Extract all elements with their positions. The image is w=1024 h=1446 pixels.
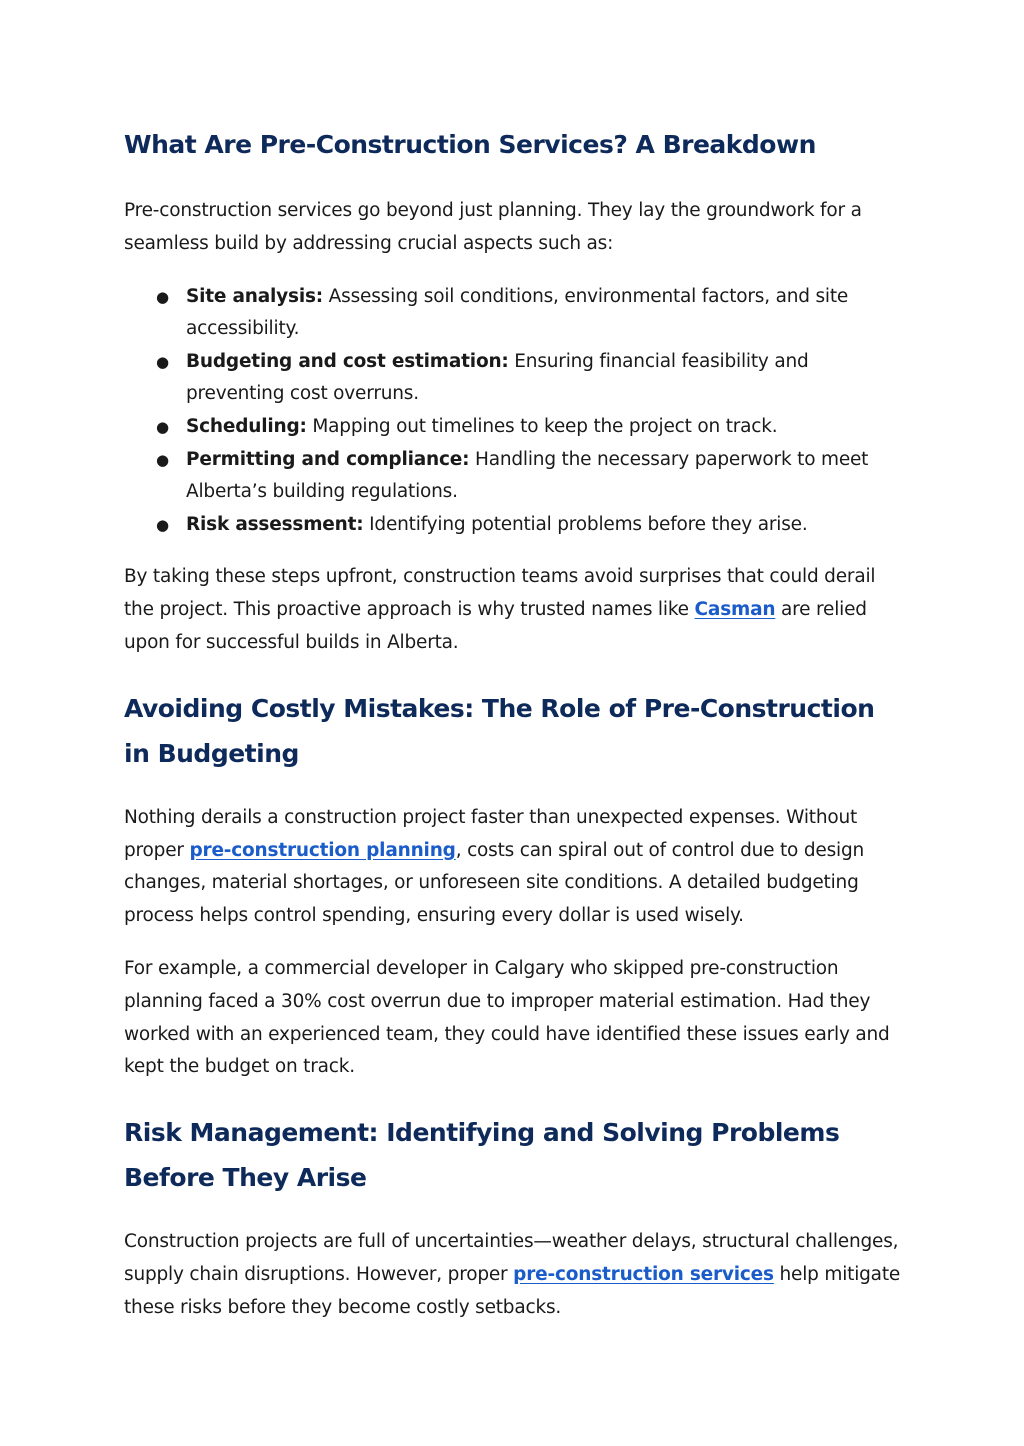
bullet-item-risk-assessment — [156, 509, 904, 542]
bullet-dot-icon: ● — [156, 287, 169, 306]
risk-text-before: Construction projects are full of uncertainties—weather delays, structural challenges, supply chain disruptions. However, proper — [124, 1231, 899, 1285]
bullet-dot-icon: ● — [156, 417, 169, 436]
section-heading-risk-management: Risk Management: Identifying and Solving Problems Before They Arise — [124, 1118, 840, 1193]
bullet-term: Risk assessment: — [186, 513, 364, 535]
bullet-text: Mapping out timelines to keep the project on track. — [306, 415, 778, 437]
risk-paragraph — [124, 1226, 904, 1324]
bullet-text: Identifying potential problems before they arise. — [363, 513, 808, 535]
closing-text-before: By taking these steps upfront, construction teams avoid surprises that could derail the project. This proactive approach is why trusted names like — [124, 566, 876, 621]
bullet-item-permitting — [156, 444, 904, 509]
bullet-dot-icon: ● — [156, 352, 169, 371]
bullet-text: Handling the necessary paperwork to meet Alberta’s building regulations. — [186, 448, 869, 503]
pre-construction-planning-link[interactable]: pre-construction planning — [189, 839, 456, 861]
bullet-term: Budgeting and cost estimation: — [186, 350, 509, 372]
section-heading-budgeting: Avoiding Costly Mistakes: The Role of Pre-Construction in Budgeting — [124, 693, 875, 768]
bullet-term: Scheduling: — [186, 415, 307, 437]
services-bullet-list — [124, 281, 904, 542]
example-paragraph: For example, a commercial developer in Calgary who skipped pre-construction planning faced a 30% cost overrun due to improper material estimation. Had they worked with an experienced team, they could have identified these issues early and kept the budget on track. — [124, 957, 890, 1078]
budgeting-paragraph — [124, 802, 904, 933]
casman-link[interactable]: Casman — [694, 599, 776, 621]
bullet-text: Ensuring financial feasibility and preventing cost overruns. — [186, 350, 809, 405]
document-page — [124, 120, 904, 1325]
budgeting-text-after: , costs can spiral out of control due to design changes, material shortages, or unforeseen site conditions. A detailed budgeting process helps control spending, ensuring every dollar is used wisely. — [124, 839, 865, 927]
closing-text-after: are relied upon for successful builds in Alberta. — [124, 599, 867, 653]
budgeting-text-before: Nothing derails a construction project faster than unexpected expenses. Without proper — [124, 806, 858, 861]
bullet-term: Permitting and compliance: — [186, 448, 470, 470]
pre-construction-services-link[interactable]: pre-construction services — [513, 1263, 774, 1285]
bullet-dot-icon: ● — [156, 450, 169, 469]
intro-paragraph: Pre-construction services go beyond just planning. They lay the groundwork for a seamless build by addressing crucial aspects such as: — [124, 200, 862, 254]
closing-paragraph — [124, 561, 904, 659]
risk-text-after: help mitigate these risks before they become costly setbacks. — [124, 1263, 901, 1318]
section-heading-pre-construction-services: What Are Pre-Construction Services? A Breakdown — [124, 130, 816, 159]
bullet-text: Assessing soil conditions, environmental factors, and site accessibility. — [186, 285, 849, 340]
bullet-item-scheduling — [156, 411, 904, 444]
bullet-dot-icon: ● — [156, 515, 169, 534]
bullet-term: Site analysis: — [186, 285, 323, 307]
bullet-item-budgeting — [156, 346, 904, 411]
bullet-item-site-analysis — [156, 281, 904, 346]
